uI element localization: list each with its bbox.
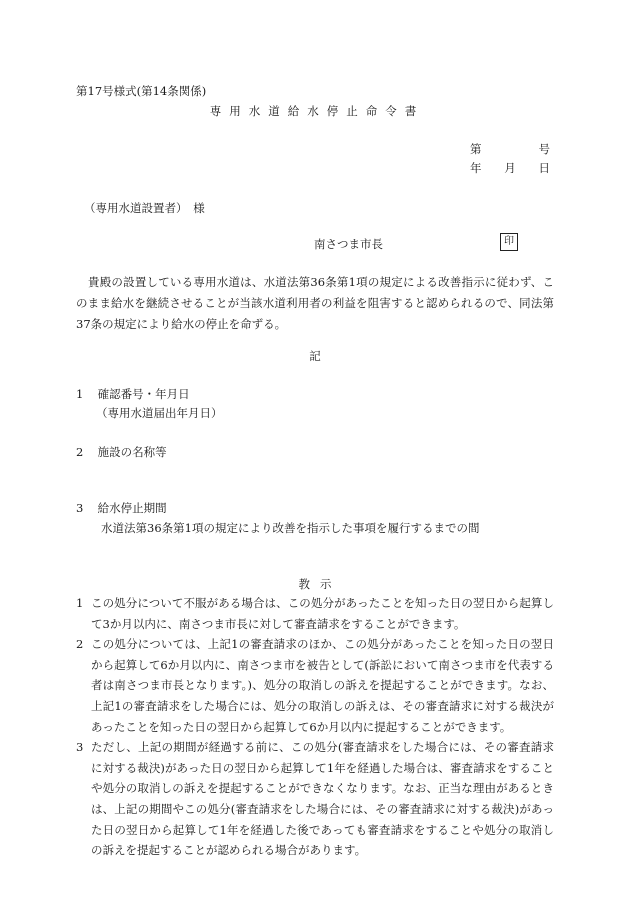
kyoji-section xyxy=(76,593,554,861)
item-label: 給水停止期間 xyxy=(97,501,167,515)
item-number: 2 xyxy=(76,445,84,459)
kyoji-clause-1 xyxy=(76,593,554,634)
item-label: 施設の名称等 xyxy=(97,445,167,459)
date-day: 日 xyxy=(538,161,550,175)
clause-number: 3 xyxy=(76,740,84,755)
item-number: 3 xyxy=(76,501,84,515)
doc-number-go: 号 xyxy=(538,142,550,156)
addressee: （専用水道設置者） 様 xyxy=(84,201,205,215)
doc-number-dai: 第 xyxy=(470,142,482,156)
form-number: 第17号様式(第14条関係) xyxy=(76,84,207,98)
clause-number: 2 xyxy=(76,637,84,652)
clause-text: この処分について不服がある場合は、この処分があったことを知った日の翌日から起算して3か月以内に、南さつま市長に対して審査請求をすることができます。 xyxy=(91,596,554,631)
item-2 xyxy=(76,444,167,461)
clause-number: 1 xyxy=(76,596,84,610)
item-3-sub: 水道法第36条第1項の規定により改善を指示した事項を履行するまでの間 xyxy=(101,521,480,535)
kyoji-clause-3 xyxy=(76,737,554,861)
item-3 xyxy=(76,500,167,517)
kyoji-title: 教示 xyxy=(298,577,342,591)
document-date xyxy=(470,160,550,177)
document-number xyxy=(470,141,550,161)
document-title: 専用水道給水停止命令書 xyxy=(209,104,425,118)
item-1 xyxy=(76,386,190,403)
kyoji-clause-2 xyxy=(76,634,554,737)
date-month: 月 xyxy=(504,161,516,175)
item-number: 1 xyxy=(76,387,84,401)
item-label: 確認番号・年月日 xyxy=(97,387,190,401)
clause-text: この処分については、上記1の審査請求のほか、この処分があったことを知った日の翌日から起算して6か月以内に、南さつま市を被告として(訴訟において南さつま市を代表する者は南さつま市長となります。)、処分の取消しの訴えを提起することができます。なお、上記1の審査請求をした場合には、処分の取消しの訴えは、その審査請求に対する裁決があったことを知った日の翌日から起算して6か月以内に提起することができます。 xyxy=(91,637,554,734)
date-year: 年 xyxy=(470,161,482,175)
ki-heading: 記 xyxy=(309,349,321,363)
item-1-sub: （専用水道届出年月日） xyxy=(96,406,223,420)
clause-text: ただし、上記の期間が経過する前に、この処分(審査請求をした場合には、その審査請求に対する裁決)があった日の翌日から起算して1年を経過した場合は、審査請求をすることや処分の取消しの訴えを提起することができなくなります。なお、正当な理由があるときは、上記の期間やこの処分(審査請求をした場合には、その審査請求に対する裁決)があった日の翌日から起算して1年を経過した後であっても審査請求をすることや処分の取消しの訴えを提起することが認められる場合があります。 xyxy=(91,740,554,858)
seal-mark: 印 xyxy=(500,233,518,251)
order-body: 貴殿の設置している専用水道は、水道法第36条第1項の規定による改善指示に従わず、このまま給水を継続させることが当該水道利用者の利益を阻害すると認められるので、同法第37条の規定により給水の停止を命ずる。 xyxy=(76,275,554,331)
issuer-name: 南さつま市長 xyxy=(314,237,383,251)
